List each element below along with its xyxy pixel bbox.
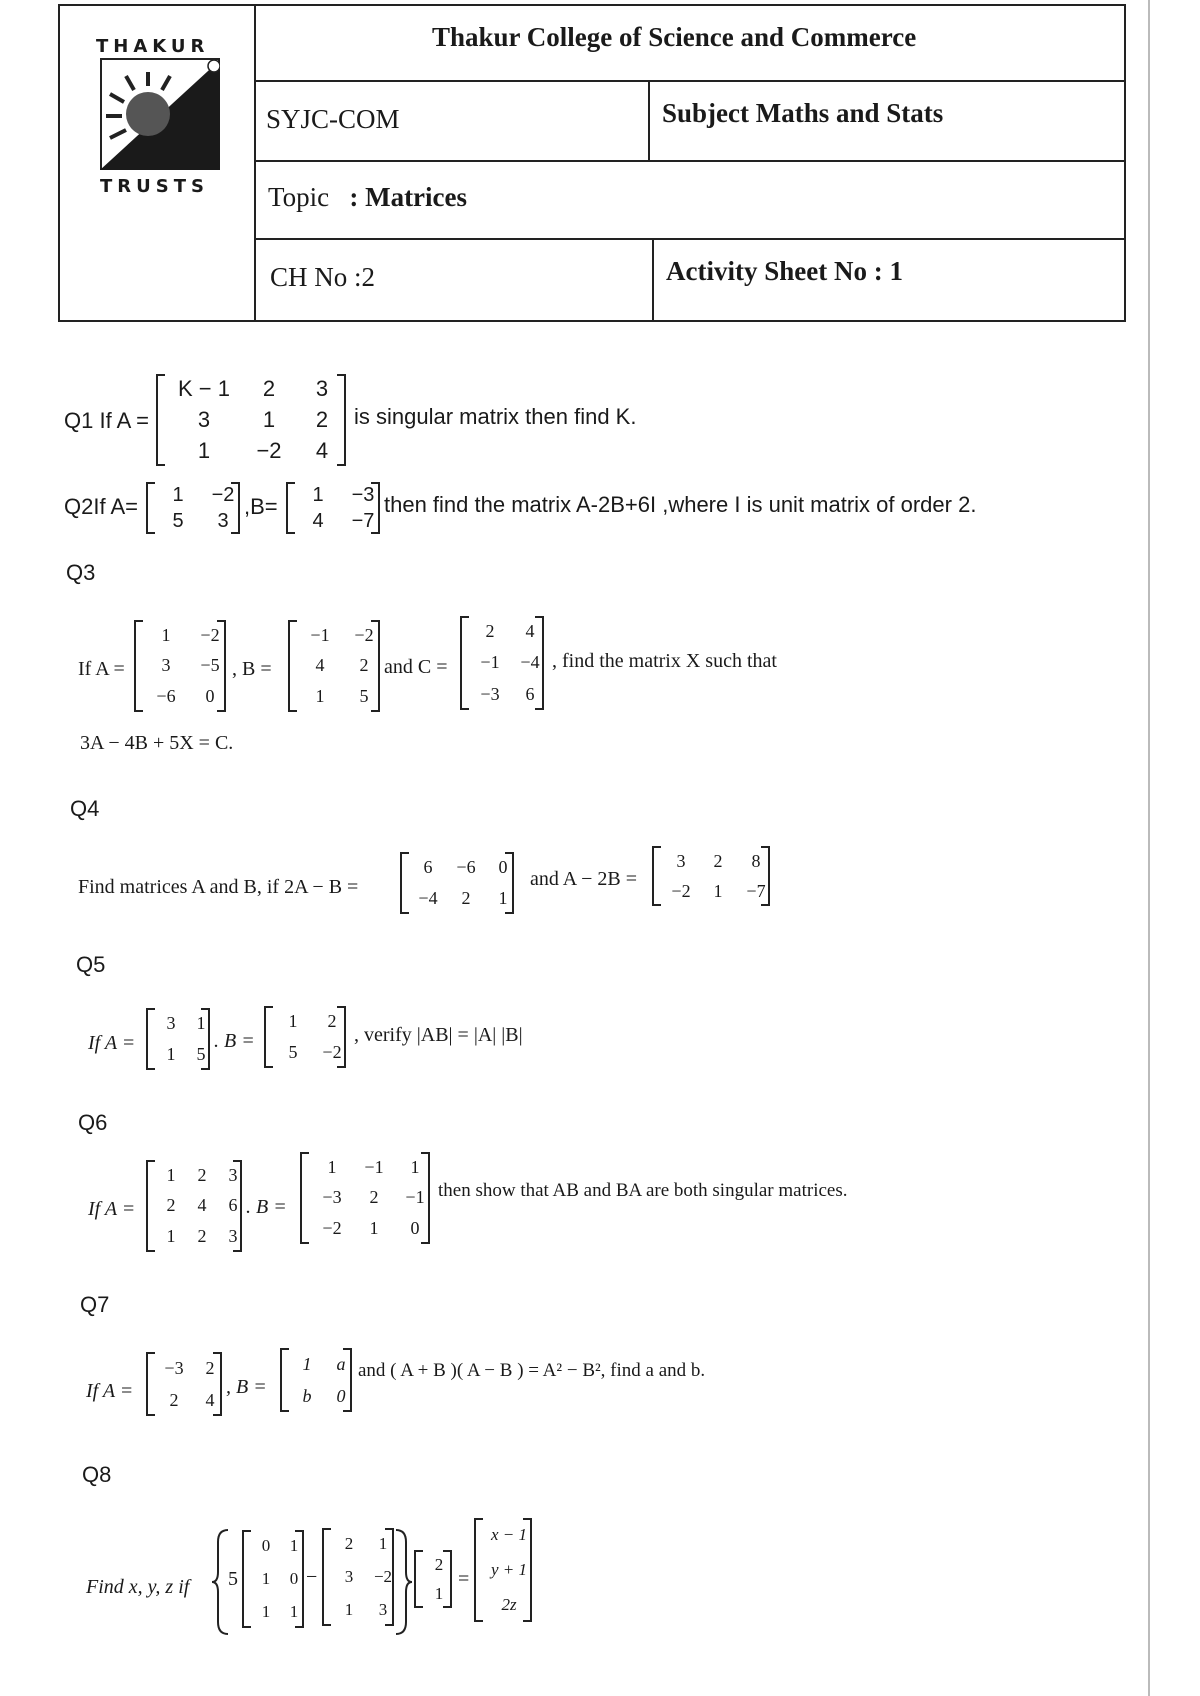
q6-matrix-b-cell: 1: [410, 1156, 420, 1177]
q7-matrix-a-left-bracket: [146, 1352, 155, 1416]
q1-matrix-cell: 1: [197, 437, 211, 463]
q8-matrix-1: [242, 1530, 304, 1628]
q5-label: Q5: [76, 952, 106, 977]
college-name: Thakur College of Science and Commerce: [432, 22, 917, 52]
q6-matrix-a-cell: 2: [166, 1195, 176, 1216]
q8-matrix-2-right-bracket: [385, 1528, 394, 1626]
q1-matrix: [156, 374, 346, 466]
q4-matrix-2-cell: −2: [671, 880, 691, 901]
q3-matrix-c: [460, 616, 544, 710]
q7-matrix-b-cell: 0: [336, 1385, 346, 1406]
q3-matrix-c-cell: 2: [485, 621, 495, 642]
activity-sheet-number: Activity Sheet No : 1: [666, 256, 903, 286]
q3-matrix-b-left-bracket: [288, 620, 297, 712]
q5-b-label: . B =: [214, 1030, 255, 1052]
q5-matrix-b: [264, 1006, 346, 1068]
logo-bottom-text: TRUSTS: [100, 176, 209, 197]
q6-matrix-b-left-bracket: [300, 1152, 309, 1244]
q3-matrix-a-left-bracket: [134, 620, 143, 712]
q6-matrix-b-cell: −3: [322, 1187, 342, 1208]
q8-matrix-1-cell: 1: [261, 1601, 271, 1621]
q8-matrix-1-right-bracket: [295, 1530, 304, 1628]
q8-matrix-2-cell: 1: [344, 1599, 354, 1619]
q6-matrix-b: [300, 1152, 430, 1244]
q1-matrix-cell: 2: [315, 406, 329, 432]
q3-matrix-b-cell: 2: [359, 655, 369, 676]
q6-matrix-b-right-bracket: [421, 1152, 430, 1244]
q1-matrix-cell: K − 1: [178, 376, 230, 402]
q6-matrix-b-cell: −1: [364, 1156, 384, 1177]
sun-logo-icon: [100, 58, 220, 170]
q3-c-label: and C =: [384, 656, 448, 678]
q4-matrix-2-left-bracket: [652, 846, 661, 906]
q1-matrix-right-bracket: [337, 374, 346, 466]
q2-matrix-a: [146, 482, 240, 534]
q3-matrix-b-cell: 5: [359, 686, 369, 707]
q8-vector-right-bracket: [443, 1550, 452, 1608]
q4-matrix-1-cell: 2: [461, 888, 471, 908]
q3-matrix-b-cell: 1: [315, 686, 325, 707]
q8-matrix-2: [322, 1528, 394, 1626]
q6-matrix-a-cell: 2: [197, 1164, 207, 1185]
class-name: SYJC-COM: [266, 104, 400, 134]
q6-matrix-a: [146, 1160, 242, 1252]
q6-matrix-b-cell: 1: [327, 1156, 337, 1177]
q8-label: Q8: [82, 1462, 112, 1487]
q7-matrix-b-right-bracket: [343, 1348, 352, 1412]
q3-matrix-c-left-bracket: [460, 616, 469, 710]
q2-b-label: ,B=: [244, 494, 278, 519]
q2-matrix-a-cell: 1: [172, 483, 184, 506]
q2-matrix-b-cell: −3: [351, 483, 375, 506]
q3-matrix-b-cell: −1: [310, 624, 330, 645]
q6-matrix-a-right-bracket: [233, 1160, 242, 1252]
q5-matrix-a-cell: 1: [166, 1044, 176, 1064]
q6-matrix-b-cell: 0: [410, 1218, 420, 1239]
q8-brace-right: [394, 1528, 414, 1636]
q8-matrix-2-cell: 2: [344, 1534, 354, 1554]
q7-matrix-b: [280, 1348, 352, 1412]
q3-matrix-c-cell: −3: [480, 683, 500, 704]
q3-matrix-c-cell: 4: [525, 621, 535, 642]
q5-text: , verify |AB| = |A| |B|: [354, 1024, 523, 1046]
q4-matrix-2-right-bracket: [761, 846, 770, 906]
q5-matrix-b-cell: −2: [322, 1042, 342, 1062]
q4-matrix-2-cell: 3: [676, 850, 686, 871]
q4-text1: Find matrices A and B, if 2A − B =: [78, 876, 359, 898]
q6-matrix-a-left-bracket: [146, 1160, 155, 1252]
q7-matrix-a-cell: 2: [169, 1389, 179, 1410]
q4-matrix-2-cell: 2: [713, 850, 723, 871]
q4-matrix-1-cell: −6: [456, 857, 476, 877]
q5-matrix-b-cell: 1: [288, 1011, 298, 1031]
q8-vector-cell: 2: [434, 1554, 444, 1574]
q7-b-label: , B =: [226, 1376, 267, 1398]
q1-matrix-left-bracket: [156, 374, 165, 466]
q6-matrix-a-cell: 3: [228, 1164, 238, 1185]
q3-b-label: , B =: [232, 658, 272, 680]
q6-matrix-a-cell: 6: [228, 1195, 238, 1216]
q2-matrix-a-cell: 3: [217, 509, 229, 532]
q2-label: Q2If A=: [64, 494, 138, 519]
q3-matrix-c-right-bracket: [535, 616, 544, 710]
q3-matrix-b: [288, 620, 380, 712]
q7-matrix-a-cell: 2: [205, 1357, 215, 1378]
q3-matrix-a-cell: 3: [161, 655, 171, 676]
q5-matrix-a-left-bracket: [146, 1008, 155, 1070]
q1-matrix-cell: 3: [197, 406, 211, 432]
q3-matrix-a-cell: −6: [156, 686, 176, 707]
q8-matrix-1-cell: 0: [289, 1568, 299, 1588]
q2-matrix-b-right-bracket: [371, 482, 380, 534]
q6-matrix-a-cell: 2: [197, 1226, 207, 1247]
q6-matrix-b-cell: −2: [322, 1218, 342, 1239]
q3-matrix-a-cell: 1: [161, 624, 171, 645]
q1-matrix-cell: 3: [315, 376, 329, 402]
q8-matrix-1-left-bracket: [242, 1530, 251, 1628]
q4-matrix-1-cell: 0: [498, 857, 508, 877]
q7-label: Q7: [80, 1292, 110, 1317]
q2-matrix-a-cell: 5: [172, 509, 184, 532]
q4-matrix-2-cell: 1: [713, 880, 723, 901]
q3-if-a: If A =: [78, 658, 125, 680]
q5-matrix-b-left-bracket: [264, 1006, 273, 1068]
q6-matrix-a-cell: 4: [197, 1195, 207, 1216]
q1-matrix-cell: 4: [315, 437, 329, 463]
q8-matrix-1-cell: 1: [289, 1536, 299, 1556]
q4-matrix-2-cell: −7: [746, 880, 766, 901]
q3-matrix-a-cell: −2: [200, 624, 220, 645]
q3-matrix-a-cell: 0: [205, 686, 215, 707]
q4-matrix-2-cell: 8: [751, 850, 761, 871]
q1-label: Q1 If A =: [64, 408, 150, 433]
q8-matrix-1-cell: 1: [289, 1601, 299, 1621]
q2-text: then find the matrix A-2B+6I ,where I is unit matrix of order 2.: [384, 492, 977, 517]
q1-matrix-cell: 2: [262, 376, 276, 402]
q8-matrix-2-cell: 3: [344, 1566, 354, 1586]
q8-minus: −: [306, 1566, 318, 1588]
q4-matrix-1-right-bracket: [505, 852, 514, 914]
q2-matrix-a-cell: −2: [211, 483, 235, 506]
trust-logo: [90, 32, 240, 202]
q8-matrix-2-left-bracket: [322, 1528, 331, 1626]
q8-result-cell: x − 1: [490, 1525, 528, 1545]
q7-matrix-b-cell: a: [336, 1353, 346, 1374]
q7-text: and ( A + B )( A − B ) = A² − B², find a and b.: [358, 1360, 706, 1381]
q8-result-cell: y + 1: [490, 1559, 528, 1579]
q8-equals: =: [458, 1568, 470, 1590]
q7-matrix-a-cell: −3: [164, 1357, 184, 1378]
q8-result-cell: 2z: [501, 1594, 517, 1614]
q7-matrix-b-left-bracket: [280, 1348, 289, 1412]
q5-matrix-b-right-bracket: [337, 1006, 346, 1068]
q8-matrix-2-cell: 3: [378, 1599, 388, 1619]
q2-matrix-b-cell: −7: [351, 509, 375, 532]
q2-matrix-b-cell: 1: [312, 483, 324, 506]
q2-matrix-b: [286, 482, 380, 534]
q7-matrix-a-right-bracket: [213, 1352, 222, 1416]
q5-matrix-b-cell: 2: [327, 1011, 337, 1031]
q6-matrix-b-cell: 1: [369, 1218, 379, 1239]
q3-matrix-c-cell: −4: [520, 652, 540, 673]
q7-matrix-b-cell: b: [302, 1385, 312, 1406]
topic-label-word: Topic: [268, 182, 330, 212]
q6-matrix-b-cell: 2: [369, 1187, 379, 1208]
scan-right-edge: [1148, 0, 1150, 1696]
q5-if-a: If A =: [88, 1032, 136, 1054]
q5-matrix-a-cell: 3: [166, 1013, 176, 1033]
q3-matrix-a-right-bracket: [217, 620, 226, 712]
q1-matrix-cell: −2: [256, 437, 282, 463]
q7-matrix-a-cell: 4: [205, 1389, 215, 1410]
subject-name: Subject Maths and Stats: [662, 98, 944, 128]
q3-matrix-a: [134, 620, 226, 712]
q7-matrix-a: [146, 1352, 222, 1416]
q4-matrix-1: [400, 852, 514, 914]
q6-matrix-a-cell: 1: [166, 1226, 176, 1247]
q3-matrix-c-cell: 6: [525, 683, 535, 704]
q6-if-a: If A =: [88, 1198, 136, 1220]
q4-label: Q4: [70, 796, 100, 821]
q2-matrix-b-left-bracket: [286, 482, 295, 534]
q6-matrix-a-cell: 1: [166, 1164, 176, 1185]
q3-matrix-a-cell: −5: [200, 655, 220, 676]
q8-matrix-1-cell: 0: [261, 1536, 271, 1556]
q4-text2: and A − 2B =: [530, 868, 638, 890]
q3-equation: 3A − 4B + 5X = C.: [80, 732, 234, 754]
q1-text: is singular matrix then find K.: [354, 404, 637, 429]
q8-vector: [414, 1550, 452, 1608]
q8-vector-cell: 1: [434, 1583, 444, 1603]
q6-matrix-a-cell: 3: [228, 1226, 238, 1247]
q8-matrix-2-cell: 1: [378, 1534, 388, 1554]
q3-text: , find the matrix X such that: [552, 650, 777, 672]
q8-vector-left-bracket: [414, 1550, 423, 1608]
q4-matrix-2: [652, 846, 770, 906]
q6-b-label: . B =: [246, 1196, 287, 1218]
q8-result-right-bracket: [523, 1518, 532, 1622]
q8-matrix-1-cell: 1: [261, 1568, 271, 1588]
q4-matrix-1-cell: 1: [498, 888, 508, 908]
q8-text: Find x, y, z if: [86, 1576, 190, 1598]
q8-result-left-bracket: [474, 1518, 483, 1622]
q5-matrix-a: [146, 1008, 210, 1070]
q3-matrix-b-cell: 4: [315, 655, 325, 676]
q2-matrix-a-left-bracket: [146, 482, 155, 534]
q7-matrix-b-cell: 1: [302, 1353, 312, 1374]
q8-scalar: 5: [228, 1568, 238, 1590]
q5-matrix-b-cell: 5: [288, 1042, 298, 1062]
q5-matrix-a-cell: 1: [196, 1013, 206, 1033]
q8-matrix-2-cell: −2: [373, 1566, 393, 1586]
q3-matrix-c-cell: −1: [480, 652, 500, 673]
chapter-number: CH No :2: [270, 262, 376, 292]
q4-matrix-1-left-bracket: [400, 852, 409, 914]
q4-matrix-1-cell: −4: [418, 888, 438, 908]
q2-matrix-b-cell: 4: [312, 509, 324, 532]
q4-matrix-1-cell: 6: [423, 857, 433, 877]
q3-matrix-b-cell: −2: [354, 624, 374, 645]
q6-text: then show that AB and BA are both singular matrices.: [438, 1180, 848, 1201]
q2-matrix-a-right-bracket: [231, 482, 240, 534]
topic-value: : Matrices: [349, 182, 468, 212]
q6-label: Q6: [78, 1110, 108, 1135]
logo-top-text: THAKUR: [96, 36, 210, 57]
topic-label: [268, 182, 467, 213]
q5-matrix-a-cell: 5: [196, 1044, 206, 1064]
q1-matrix-cell: 1: [262, 406, 276, 432]
q7-if-a: If A =: [86, 1380, 134, 1402]
q5-matrix-a-right-bracket: [201, 1008, 210, 1070]
q6-matrix-b-cell: −1: [405, 1187, 425, 1208]
q3-label: Q3: [66, 560, 96, 585]
q3-matrix-b-right-bracket: [371, 620, 380, 712]
q8-result: [474, 1518, 532, 1622]
